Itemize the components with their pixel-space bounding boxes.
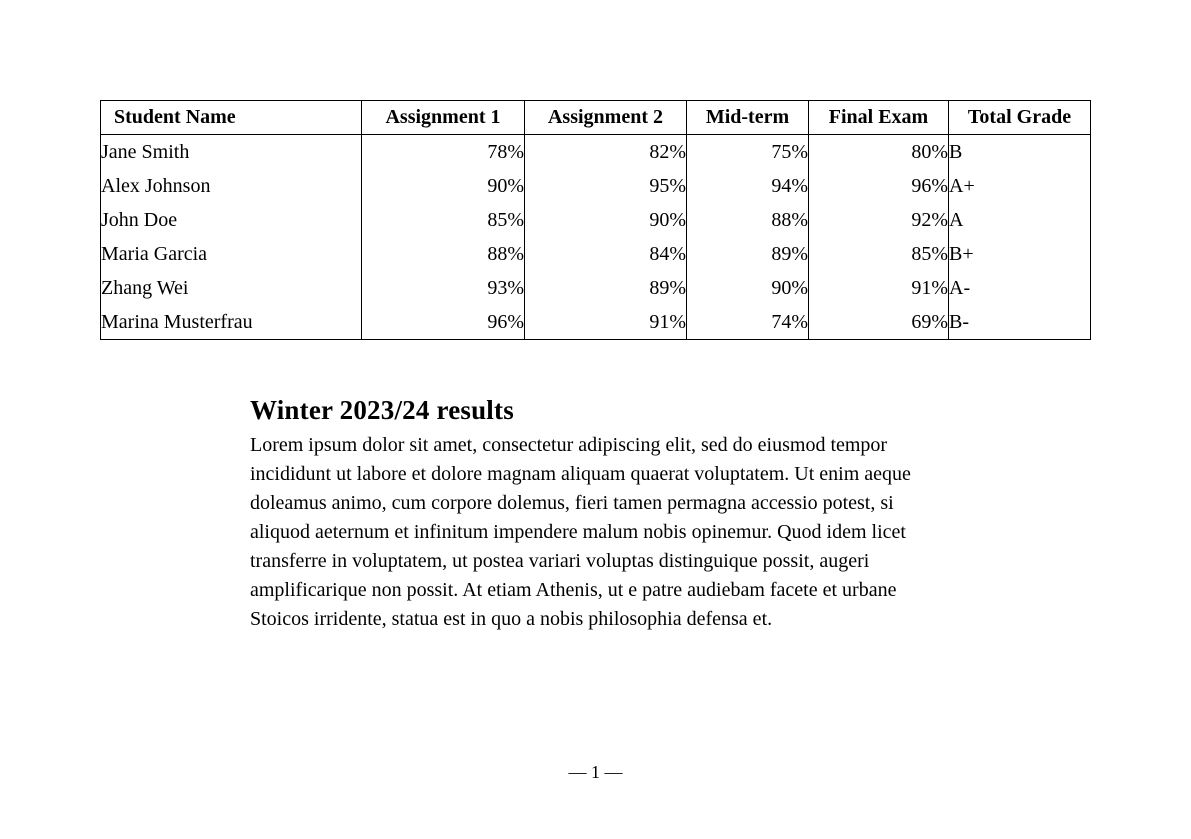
grades-table xyxy=(100,100,1091,340)
table-row xyxy=(101,237,1091,271)
assignment-1-cell: 78% xyxy=(362,135,525,170)
assignment-1-cell: 93% xyxy=(362,271,525,305)
column-header-student-name: Student Name xyxy=(101,101,362,135)
total-grade-cell: B- xyxy=(949,305,1091,340)
assignment-2-cell: 84% xyxy=(525,237,687,271)
assignment-2-cell: 91% xyxy=(525,305,687,340)
total-grade-cell: A xyxy=(949,203,1091,237)
student-name-cell: Alex Johnson xyxy=(101,174,211,197)
assignment-1-cell: 90% xyxy=(362,169,525,203)
assignment-2-cell: 90% xyxy=(525,203,687,237)
table-row xyxy=(101,135,1091,170)
assignment-1-cell: 88% xyxy=(362,237,525,271)
total-grade-cell: B xyxy=(949,135,1091,170)
assignment-1-cell: 85% xyxy=(362,203,525,237)
student-name-cell: Jane Smith xyxy=(101,140,190,163)
mid-term-cell: 75% xyxy=(687,135,809,170)
mid-term-cell: 89% xyxy=(687,237,809,271)
student-name-cell: Marina Musterfrau xyxy=(101,310,253,333)
mid-term-cell: 94% xyxy=(687,169,809,203)
body-paragraph: Lorem ipsum dolor sit amet, consectetur adipiscing elit, sed do eiusmod tempor incididunt ut labore et dolore magnam aliquam quaerat voluptatem. Ut enim aeque doleamus animo, cum corpore dolemus, fieri tamen permagna accessio potest, si aliquod aeternum et infinitum impendere malum nobis opinemur. Quod idem licet transferre in voluptatem, ut postea variari voluptas distinguique possit, augeri amplificarique non possit. At etiam Athenis, ut e patre audiebam facete et urbane Stoicos irridente, statua est in quo a nobis philosophia defensa et. xyxy=(250,434,911,630)
mid-term-cell: 88% xyxy=(687,203,809,237)
student-name-cell: Maria Garcia xyxy=(101,242,208,265)
mid-term-cell: 74% xyxy=(687,305,809,340)
total-grade-cell: A- xyxy=(949,271,1091,305)
column-header-mid-term: Mid-term xyxy=(687,101,809,135)
student-name-cell: John Doe xyxy=(101,208,178,231)
column-header-final-exam: Final Exam xyxy=(809,101,949,135)
student-name-cell: Zhang Wei xyxy=(101,276,189,299)
mid-term-cell: 90% xyxy=(687,271,809,305)
page-number: — 1 — xyxy=(568,762,623,782)
table-header-row xyxy=(101,101,1091,135)
column-header-total-grade: Total Grade xyxy=(949,101,1091,135)
assignment-2-cell: 89% xyxy=(525,271,687,305)
table-row xyxy=(101,271,1091,305)
final-exam-cell: 96% xyxy=(809,169,949,203)
final-exam-cell: 85% xyxy=(809,237,949,271)
total-grade-cell: B+ xyxy=(949,237,1091,271)
column-header-assignment-2: Assignment 2 xyxy=(525,101,687,135)
final-exam-cell: 80% xyxy=(809,135,949,170)
final-exam-cell: 92% xyxy=(809,203,949,237)
final-exam-cell: 69% xyxy=(809,305,949,340)
column-header-assignment-1: Assignment 1 xyxy=(362,101,525,135)
total-grade-cell: A+ xyxy=(949,169,1091,203)
table-row xyxy=(101,305,1091,340)
final-exam-cell: 91% xyxy=(809,271,949,305)
assignment-2-cell: 95% xyxy=(525,169,687,203)
table-row xyxy=(101,203,1091,237)
assignment-2-cell: 82% xyxy=(525,135,687,170)
assignment-1-cell: 96% xyxy=(362,305,525,340)
section-heading: Winter 2023/24 results xyxy=(250,395,514,425)
table-row xyxy=(101,169,1091,203)
